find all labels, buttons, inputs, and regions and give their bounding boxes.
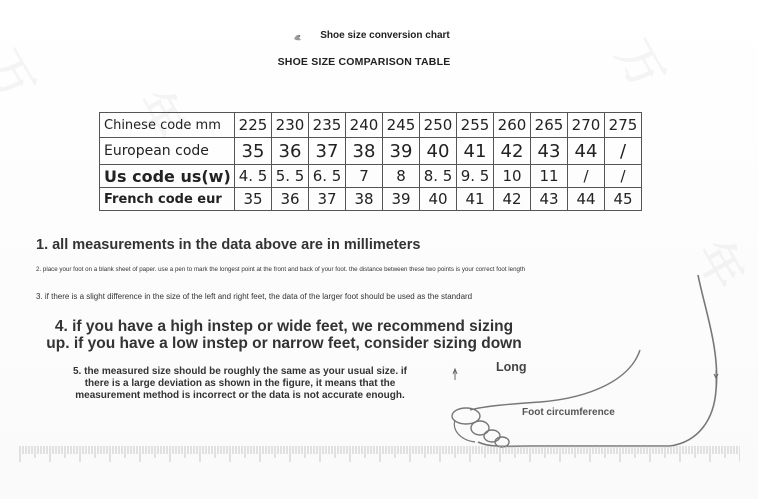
label-long: Long	[496, 360, 527, 374]
chart-title-small	[300, 30, 470, 41]
table-cell: 44	[568, 188, 605, 211]
table-cell: 255	[457, 113, 494, 138]
table-cell: 42	[494, 138, 531, 165]
table-cell: /	[568, 165, 605, 188]
note-deviation-line-2: there is a large deviation as shown in the figure, it means that the	[84, 378, 396, 389]
size-conversion-table	[99, 112, 642, 211]
table-cell: 37	[309, 138, 346, 165]
label-foot-circumference: Foot circumference	[522, 407, 615, 418]
table-cell: 36	[272, 188, 309, 211]
table-cell: 35	[235, 138, 272, 165]
table-cell: 39	[383, 138, 420, 165]
table-row	[100, 188, 642, 211]
bird-logo-icon	[292, 32, 304, 44]
table-cell: 7	[346, 165, 383, 188]
note-deviation-line-3: measurement method is incorrect or the data is not accurate enough.	[75, 390, 405, 401]
table-row	[100, 113, 642, 138]
table-cell: 40	[420, 188, 457, 211]
table-cell: 4. 5	[235, 165, 272, 188]
row-label: French code eur	[100, 188, 235, 211]
table-cell: 36	[272, 138, 309, 165]
table-cell: /	[605, 138, 642, 165]
note-measurements-unit: 1. all measurements in the data above are in millimeters	[36, 237, 421, 253]
note-larger-foot: 3. if there is a slight difference in the size of the left and right feet, the data of the larger foot should be used as the standard	[36, 292, 473, 301]
page-title: SHOE SIZE COMPARISON TABLE	[277, 56, 451, 68]
table-cell: 10	[494, 165, 531, 188]
note-deviation-line-1: 5. the measured size should be roughly the same as your usual size. if	[73, 366, 407, 377]
foot-outline-icon	[430, 270, 730, 450]
table-cell: 43	[531, 188, 568, 211]
table-cell: 44	[568, 138, 605, 165]
ruler-icon	[18, 446, 740, 466]
row-label: Us code us(w)	[100, 165, 235, 188]
table-cell: 40	[420, 138, 457, 165]
table-cell: 270	[568, 113, 605, 138]
table-cell: 11	[531, 165, 568, 188]
table-cell: 6. 5	[309, 165, 346, 188]
table-row	[100, 165, 642, 188]
note-size-deviation	[20, 366, 460, 402]
table-cell: 41	[457, 138, 494, 165]
table-cell: 5. 5	[272, 165, 309, 188]
table-cell: 250	[420, 113, 457, 138]
note-instep-line-2: up. if you have a low instep or narrow feet, consider sizing down	[46, 335, 522, 352]
table-cell: 260	[494, 113, 531, 138]
table-cell: 230	[272, 113, 309, 138]
table-cell: 38	[346, 188, 383, 211]
table-cell: /	[605, 165, 642, 188]
row-label: Chinese code mm	[100, 113, 235, 138]
row-label: European code	[100, 138, 235, 165]
table-cell: 37	[309, 188, 346, 211]
table-cell: 38	[346, 138, 383, 165]
table-cell: 42	[494, 188, 531, 211]
table-cell: 39	[383, 188, 420, 211]
table-cell: 225	[235, 113, 272, 138]
table-cell: 45	[605, 188, 642, 211]
table-cell: 245	[383, 113, 420, 138]
table-cell: 8. 5	[420, 165, 457, 188]
note-how-to-measure: 2. place your foot on a blank sheet of paper. use a pen to mark the longest point at the front and back of your foot. the distance between these two points is your correct foot length	[36, 266, 526, 273]
table-cell: 235	[309, 113, 346, 138]
table-cell: 35	[235, 188, 272, 211]
table-cell: 43	[531, 138, 568, 165]
table-cell: 41	[457, 188, 494, 211]
table-cell: 240	[346, 113, 383, 138]
watermark	[0, 37, 53, 110]
table-cell: 9. 5	[457, 165, 494, 188]
note-instep-line-1: 4. if you have a high instep or wide feet, we recommend sizing	[54, 318, 514, 335]
title-small-text: Shoe size conversion chart	[320, 30, 450, 41]
table-cell: 265	[531, 113, 568, 138]
table-cell: 8	[383, 165, 420, 188]
table-cell: 275	[605, 113, 642, 138]
table-row	[100, 138, 642, 165]
